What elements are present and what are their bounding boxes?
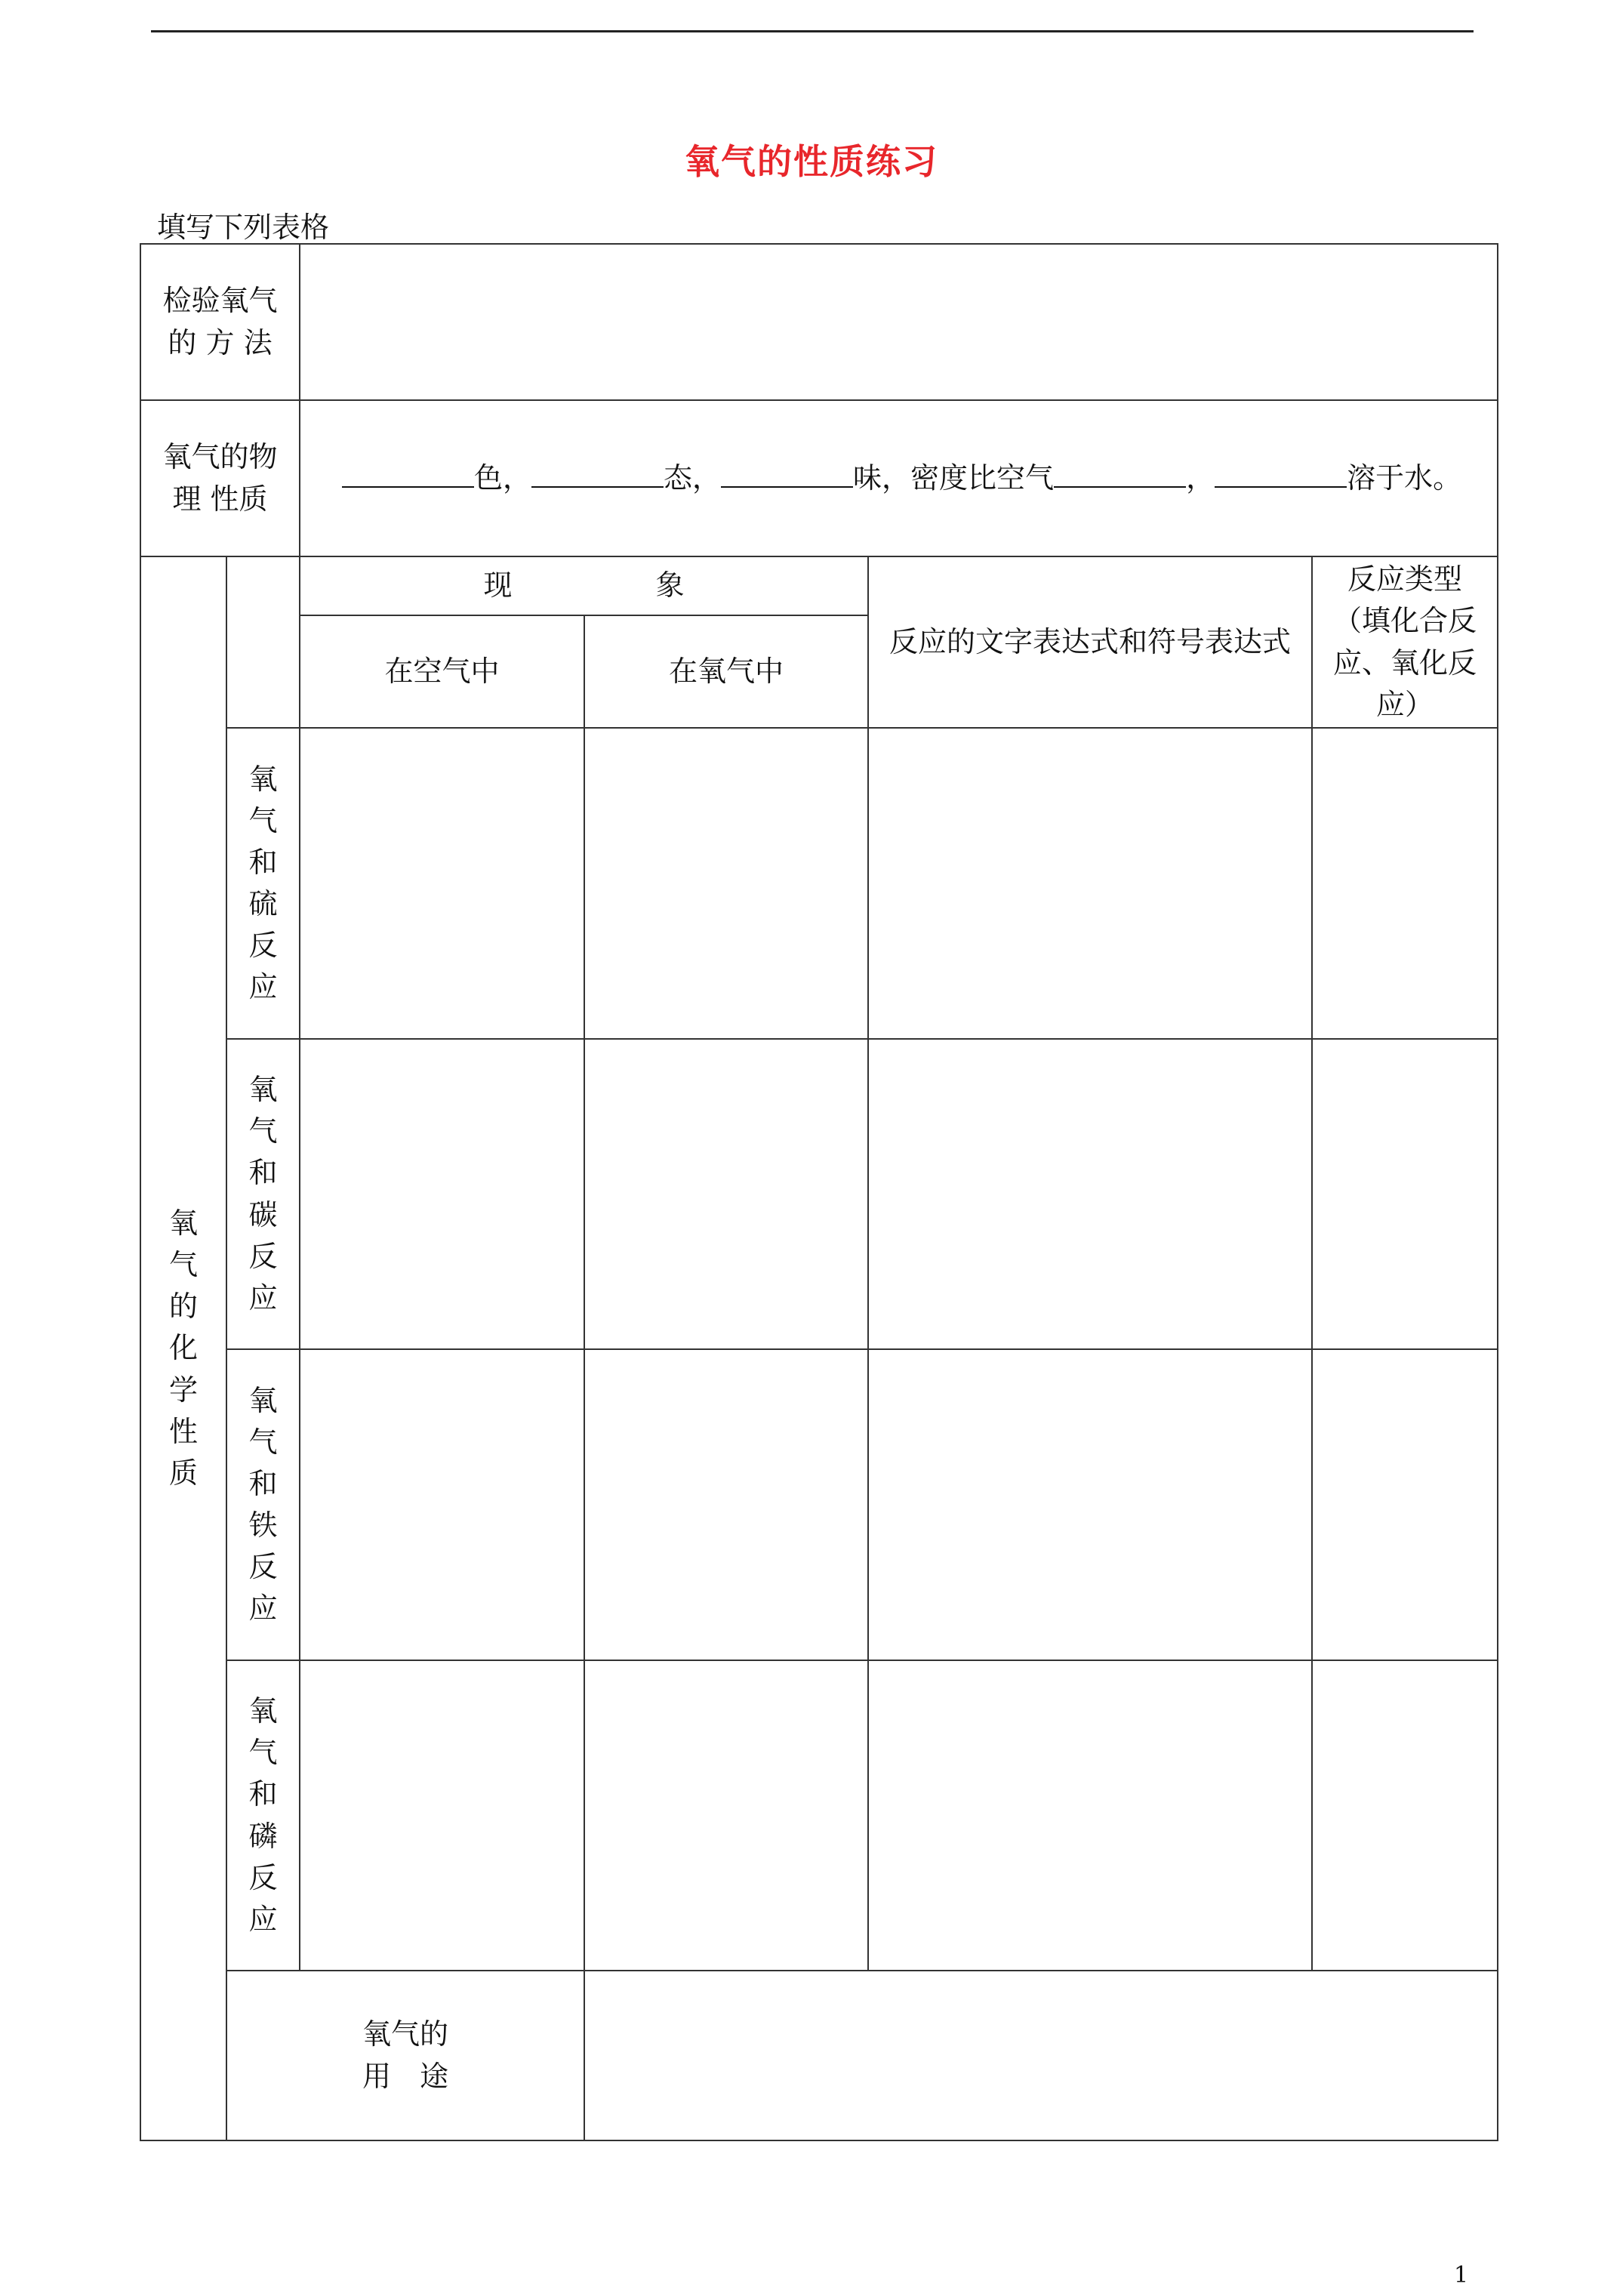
phosphorus-in-oxygen-cell[interactable] <box>584 1660 868 1971</box>
blank-solubility[interactable] <box>1215 458 1347 488</box>
reaction-type-header: 反应类型（填化合反应、氧化反应） <box>1312 556 1498 728</box>
page-number: 1 <box>1454 2262 1469 2288</box>
test-method-label: 检验氧气 的 方 法 <box>140 244 300 400</box>
phosphorus-expression-cell[interactable] <box>868 1660 1312 1971</box>
carbon-in-oxygen-cell[interactable] <box>584 1039 868 1349</box>
uses-label: 氧气的 用 途 <box>226 1971 584 2140</box>
expression-header: 反应的文字表达式和符号表达式 <box>868 556 1312 728</box>
sulfur-expression-cell[interactable] <box>868 728 1312 1039</box>
row-reaction-sulfur <box>140 728 1498 1039</box>
chemical-label: 氧 气 的 化 学 性 质 <box>140 556 226 2140</box>
row-reaction-carbon <box>140 1039 1498 1349</box>
page-title: 氧气的性质练习 <box>685 141 938 182</box>
row-physical <box>140 400 1498 556</box>
worksheet-table <box>140 243 1498 2141</box>
row-reaction-iron <box>140 1349 1498 1660</box>
physical-label: 氧气的物 理 性质 <box>140 400 300 556</box>
carbon-expression-cell[interactable] <box>868 1039 1312 1349</box>
row-chem-header-1 <box>140 556 1498 615</box>
row-test-method <box>140 244 1498 400</box>
reaction-label-carbon: 氧 气 和 碳 反 应 <box>226 1039 300 1349</box>
blank-state[interactable] <box>531 458 664 488</box>
carbon-reaction-type-cell[interactable] <box>1312 1039 1498 1349</box>
phosphorus-reaction-type-cell[interactable] <box>1312 1660 1498 1971</box>
row-reaction-phosphorus <box>140 1660 1498 1971</box>
sulfur-in-air-cell[interactable] <box>300 728 584 1039</box>
iron-in-air-cell[interactable] <box>300 1349 584 1660</box>
row-uses <box>140 1971 1498 2140</box>
header-rule <box>151 30 1474 32</box>
reaction-label-iron: 氧 气 和 铁 反 应 <box>226 1349 300 1660</box>
in-air-header: 在空气中 <box>300 615 584 728</box>
corner-empty-cell <box>226 556 300 728</box>
reaction-label-sulfur: 氧 气 和 硫 反 应 <box>226 728 300 1039</box>
in-oxygen-header: 在氧气中 <box>584 615 868 728</box>
instruction-text: 填写下列表格 <box>157 211 330 244</box>
carbon-in-air-cell[interactable] <box>300 1039 584 1349</box>
phenomenon-header: 现 象 <box>300 556 868 615</box>
uses-answer-cell[interactable] <box>584 1971 1498 2140</box>
reaction-label-phosphorus: 氧 气 和 磷 反 应 <box>226 1660 300 1971</box>
physical-fill-line: 色， 态， 味，密度比空气 ， 溶于水。 <box>300 400 1498 556</box>
iron-reaction-type-cell[interactable] <box>1312 1349 1498 1660</box>
sulfur-reaction-type-cell[interactable] <box>1312 728 1498 1039</box>
blank-smell[interactable] <box>721 458 853 488</box>
phosphorus-in-air-cell[interactable] <box>300 1660 584 1971</box>
iron-expression-cell[interactable] <box>868 1349 1312 1660</box>
blank-density[interactable] <box>1054 458 1186 488</box>
blank-color[interactable] <box>342 458 474 488</box>
sulfur-in-oxygen-cell[interactable] <box>584 728 868 1039</box>
test-method-answer-cell[interactable] <box>300 244 1498 400</box>
iron-in-oxygen-cell[interactable] <box>584 1349 868 1660</box>
